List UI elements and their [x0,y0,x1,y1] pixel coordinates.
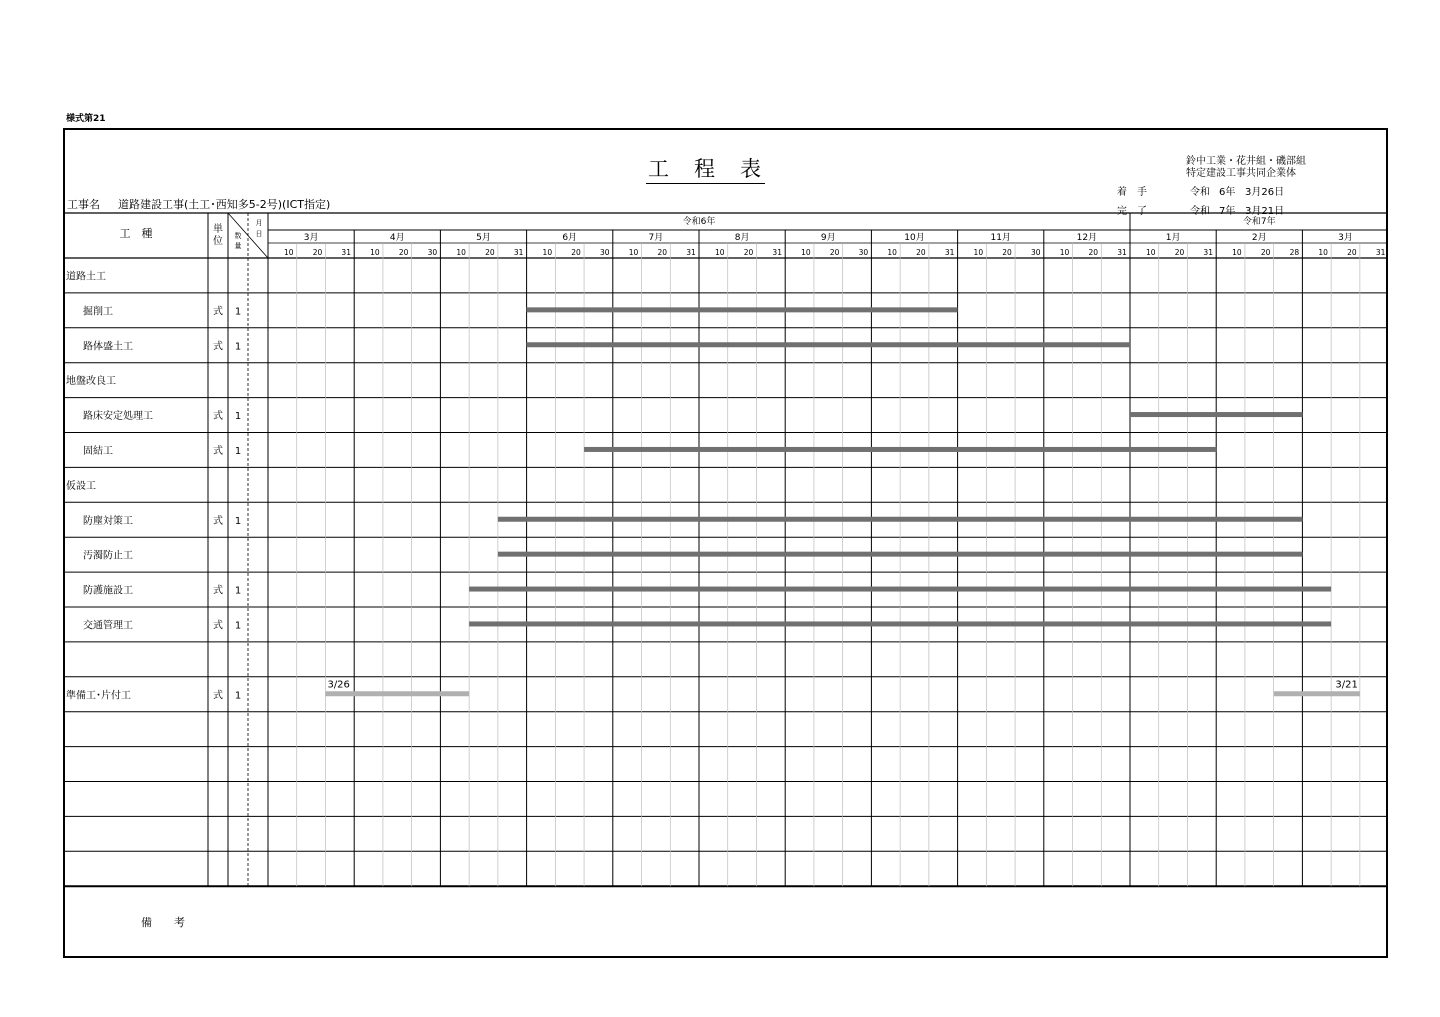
company-line-1: 鈴中工業・花井組・磯部組 [1186,156,1306,167]
row-qty: 1 [234,585,242,597]
row-name: 仮設工 [66,480,96,492]
row-unit: 式 [213,341,223,353]
header-kind: 工 種 [119,227,153,240]
day-label: 10 [542,248,553,257]
header-unit: 単 [213,224,223,235]
gantt-bar [1130,412,1302,417]
day-label: 10 [714,248,725,257]
end-era: 令和 [1190,206,1210,217]
row-name: 防護施設工 [83,585,133,597]
month-label: 6月 [562,233,578,243]
day-label: 20 [916,248,926,257]
end-label: 完 了 [1117,206,1147,217]
month-label: 3月 [1338,233,1353,243]
end-date: 3月21日 [1245,206,1285,217]
gantt-bar [527,342,1130,347]
header-qty: 数 [234,232,242,240]
month-label: 3月 [303,233,319,243]
day-label: 20 [398,248,409,257]
row-unit: 式 [213,411,223,423]
start-label: 着 手 [1117,187,1147,198]
row-qty: 1 [234,341,242,353]
day-label: 10 [973,248,984,257]
row-name: 地盤改良工 [66,376,116,388]
row-unit: 式 [213,515,223,527]
row-name: 固結工 [83,445,113,457]
day-label: 30 [1031,248,1041,257]
gantt-bar [469,587,1331,592]
year-label-2: 令和7年 [1242,217,1276,227]
month-label: 11月 [990,233,1011,243]
row-unit: 式 [213,620,223,632]
bar-date-label: 3/26 [327,679,350,691]
gantt-bar [498,517,1303,522]
month-label: 1月 [1165,233,1181,243]
day-label: 20 [743,248,754,257]
day-label: 20 [829,248,840,257]
day-label: 31 [772,248,782,257]
year-label-1: 令和6年 [682,217,716,227]
row-name: 防塵対策工 [83,515,133,527]
day-label: 10 [370,248,380,257]
day-label: 31 [1117,248,1127,257]
month-label: 12月 [1076,233,1098,243]
day-label: 20 [312,248,323,257]
row-unit: 式 [213,585,223,597]
header-month: 月 [255,219,263,227]
day-label: 10 [801,248,811,257]
bar-date-label: 3/21 [1335,679,1358,691]
row-unit: 式 [213,690,223,702]
day-label: 31 [944,248,955,257]
day-label: 20 [1088,248,1099,257]
day-label: 10 [456,248,466,257]
month-label: 10月 [904,233,925,243]
row-qty: 1 [234,620,242,632]
day-label: 20 [1002,248,1012,257]
row-name: 路床安定処理工 [83,411,153,423]
month-label: 2月 [1251,233,1267,243]
day-label: 31 [513,248,524,257]
row-name: 掘削工 [83,306,113,318]
row-name: 路体盛土工 [83,341,133,353]
month-label: 9月 [820,233,836,243]
project-name: 道路建設工事(土工･西知多5-2号)(ICT指定) [118,198,331,211]
gantt-bar [584,447,1216,452]
header-qty: 量 [234,242,242,250]
row-name: 道路土工 [66,271,106,283]
day-label: 31 [686,248,696,257]
start-era: 令和 [1190,187,1210,198]
row-unit: 式 [213,306,223,318]
day-label: 10 [887,248,897,257]
month-label: 5月 [476,233,491,243]
day-label: 20 [571,248,581,257]
header-day: 日 [255,230,263,238]
start-year: 6年 [1219,187,1236,198]
day-label: 10 [1059,248,1070,257]
end-year: 7年 [1219,206,1236,217]
day-label: 31 [1203,248,1213,257]
day-label: 10 [628,248,639,257]
row-unit: 式 [213,445,223,457]
remarks-label: 備 考 [141,916,185,930]
row-qty: 1 [234,445,242,457]
day-label: 28 [1289,248,1300,257]
form-number: 様式第21 [66,114,106,124]
day-label: 10 [1318,248,1328,257]
day-label: 31 [1375,248,1386,257]
gantt-bar [325,691,469,696]
day-label: 30 [858,248,869,257]
month-label: 7月 [648,233,664,243]
day-label: 10 [1145,248,1156,257]
start-date: 3月26日 [1245,187,1285,198]
row-qty: 1 [234,690,242,702]
day-label: 20 [1347,248,1357,257]
row-qty: 1 [234,306,242,318]
month-label: 4月 [389,233,405,243]
row-qty: 1 [234,515,242,527]
row-name: 汚濁防止工 [83,550,133,562]
gantt-bar [527,307,958,312]
day-label: 30 [427,248,438,257]
row-name: 交通管理工 [83,620,133,632]
page-title: 工 程 表 [646,156,765,184]
gantt-bar [498,552,1303,557]
day-label: 31 [341,248,351,257]
row-name: 準備工･片付工 [66,690,131,702]
project-label: 工事名 [67,198,100,211]
day-label: 10 [283,248,294,257]
day-label: 20 [1260,248,1271,257]
company-line-2: 特定建設工事共同企業体 [1186,168,1296,179]
day-label: 20 [1174,248,1185,257]
day-label: 10 [1232,248,1242,257]
row-qty: 1 [234,411,242,423]
header-unit: 位 [213,236,223,247]
day-label: 20 [485,248,495,257]
gantt-bar [1274,691,1360,696]
day-label: 30 [600,248,610,257]
month-label: 8月 [734,233,750,243]
day-label: 20 [657,248,668,257]
gantt-bar [469,621,1331,626]
